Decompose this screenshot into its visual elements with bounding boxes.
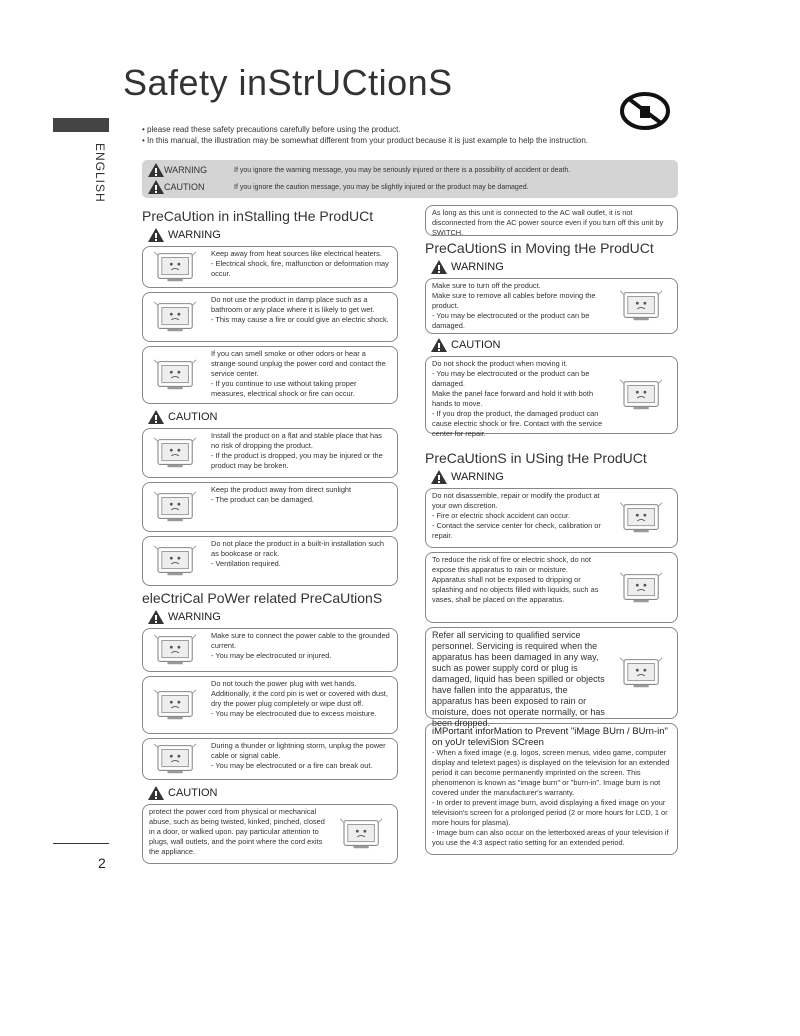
item-text: As long as this unit is connected to the AC wall outlet, it is not disconnected from the AC power source even if you turn off this unit by SWITCH.: [432, 208, 664, 237]
item-text: Make sure to remove all cables before moving the product.: [432, 291, 596, 310]
item-text: Keep the product away from direct sunlight: [211, 485, 352, 494]
precaution-item: [142, 738, 398, 780]
warning-icon: [148, 163, 164, 177]
item-note: - You may be electrocuted or injured.: [211, 651, 332, 660]
precaution-item: [142, 246, 398, 288]
item-text: During a thunder or lightning storm, unplug the power cable or signal cable.: [211, 741, 386, 760]
left-column: [142, 206, 398, 868]
section-heading: PreCaUtionS in USing tHe ProdUCt: [425, 450, 647, 466]
language-tab: ENGLISH: [93, 143, 107, 203]
legend-caution-label: CAUTION: [164, 182, 205, 192]
precaution-item: [142, 676, 398, 734]
item-text: To reduce the risk of fire or electric shock, do not expose this apparatus to rain or moisture.: [432, 555, 591, 574]
warning-label: WARNING: [168, 229, 221, 241]
power-cord-illustration-icon: [335, 815, 391, 853]
tv-illustration-icon: [149, 542, 205, 580]
item-text: Do not touch the power plug with wet hands. Additionally, it the cord pin is wet or covered with dust, dry the power plug completely or wipe dust off.: [211, 679, 388, 708]
precaution-item: [425, 552, 678, 623]
caution-icon: [148, 410, 164, 424]
tv-illustration-icon: [615, 499, 671, 537]
legend-caution-text: If you ignore the caution message, you may be slightly injured or the product may be damaged.: [234, 183, 529, 191]
language-tab-bar: [53, 118, 109, 132]
caution-label: CAUTION: [451, 339, 501, 351]
tv-illustration-icon: [149, 740, 205, 778]
item-text: Do not shock the product when moving it.: [432, 359, 568, 368]
precaution-item: [425, 278, 678, 334]
precaution-item: [142, 428, 398, 478]
item-note: - Contact the service center for check, calibration or repair.: [432, 521, 601, 540]
tv-illustration-icon: [149, 434, 205, 472]
item-text: Keep away from heat sources like electrical heaters.: [211, 249, 382, 258]
legend-warning-text: If you ignore the warning message, you may be seriously injured or there is a possibility of accident or death.: [234, 166, 571, 174]
item-note: - If you continue to use without taking proper measures, electrical shock or fire can occur.: [211, 379, 357, 398]
precaution-item: [425, 356, 678, 438]
warning-icon: [431, 260, 447, 274]
precaution-item: [425, 488, 678, 548]
item-note: - This may cause a fire or could give an electric shock.: [211, 315, 389, 324]
item-text: Install the product on a flat and stable place that has no risk of dropping the product.: [211, 431, 382, 450]
warning-icon: [431, 470, 447, 484]
image-burn-item: - When a fixed image (e.g. logos, screen menus, video game, computer display and teletext pages) is displayed on the television for an extended period it can become permanently imprinted on the screen. This phenomenon is known as "image burn" or "burn-in". Image burn is not covered under the manufacturer's warranty.: [432, 748, 670, 797]
caution-icon: [148, 786, 164, 800]
carrying-tv-illustration-icon: [615, 376, 671, 414]
caution-label: CAUTION: [168, 411, 218, 423]
image-burn-box: [425, 723, 678, 855]
item-note: - You may be electrocuted or the product can be damaged.: [432, 311, 590, 330]
tv-illustration-icon: [615, 654, 671, 692]
image-burn-item: - Image burn can also occur on the letterboxed areas of your television if you use the 4:3 aspect ratio setting for an extended period.: [432, 828, 669, 847]
item-text: Apparatus shall not be exposed to dripping or splashing and no objects filled with liquids, such as vases, shall be placed on the apparatus.: [432, 575, 599, 604]
item-note: - The product can be damaged.: [211, 495, 314, 504]
caution-label: CAUTION: [168, 787, 218, 799]
precaution-item: [142, 292, 398, 342]
image-burn-title: iMPortant inforMation to Prevent "iMage BUrn / BUrn-in" on yoUr televiSion SCreen: [432, 726, 668, 748]
intro: [142, 124, 652, 146]
item-text: Make sure to connect the power cable to the grounded current.: [211, 631, 390, 650]
precaution-item: [142, 628, 398, 672]
page-title: Safety inStrUCtionS: [123, 62, 453, 103]
intro-line: • In this manual, the illustration may be somewhat different from your product because it is just example to help the instruction.: [142, 136, 588, 145]
item-text: Make the panel face forward and hold it with both hands to move.: [432, 389, 594, 408]
divider: [53, 843, 109, 844]
tv-illustration-icon: [149, 686, 205, 724]
item-text: Make sure to turn off the product.: [432, 281, 541, 290]
warning-icon: [148, 610, 164, 624]
item-text: Refer all servicing to qualified service personnel. Servicing is required when the apparatus has been damaged in any way, such as power supply cord or plug is damaged, liquid has been spilled or objects have fallen into the apparatus, the apparatus has been exposed to rain or moisture, does not operate normally, or has been dropped.: [432, 630, 605, 728]
ac-note-box: [425, 205, 678, 236]
item-text: Do not disassemble, repair or modify the product at your own discretion.: [432, 491, 600, 510]
caution-icon: [148, 180, 164, 194]
item-text: protect the power cord from physical or mechanical abuse, such as being twisted, kinked, pinched, closed in a door, or walked upon. pay particular attention to plugs, wall outlets, and the point where the cord exits the appliance.: [149, 807, 325, 856]
item-text: If you can smell smoke or other odors or hear a strange sound unplug the power cord and contact the service center.: [211, 349, 386, 378]
item-note: - If the product is dropped, you may be injured or the product may be broken.: [211, 451, 383, 470]
image-burn-item: - In order to prevent image burn, avoid displaying a fixed image on your television's screen for a prolonged period (2 or more hours for LCD, 1 or more hours for plasma).: [432, 798, 668, 827]
precaution-item: [142, 804, 398, 864]
page-number: 2: [98, 855, 106, 871]
tv-illustration-icon: [615, 287, 671, 325]
item-text: Do not use the product in damp place such as a bathroom or any place where it is likely to get wet.: [211, 295, 375, 314]
warning-label: WARNING: [168, 611, 221, 623]
plug-illustration-icon: [149, 631, 205, 669]
item-note: - Ventilation required.: [211, 559, 281, 568]
precaution-item: [142, 536, 398, 586]
item-note: - You may be electrocuted or a fire can break out.: [211, 761, 373, 770]
intro-line: • please read these safety precautions carefully before using the product.: [142, 125, 401, 134]
legend-box: [142, 160, 678, 198]
section-heading: PreCaUtionS in Moving tHe ProdUCt: [425, 240, 654, 256]
tv-illustration-icon: [615, 569, 671, 607]
precaution-item: [142, 346, 398, 404]
warning-label: WARNING: [451, 471, 504, 483]
caution-icon: [431, 338, 447, 352]
warning-icon: [148, 228, 164, 242]
section-heading: PreCaUtion in inStalling tHe ProdUCt: [142, 208, 374, 224]
tv-illustration-icon: [149, 356, 205, 394]
warning-label: WARNING: [451, 261, 504, 273]
legend-warning-label: WARNING: [164, 165, 208, 175]
item-note: - You may be electrocuted or the product can be damaged.: [432, 369, 590, 388]
item-note: - Fire or electric shock accident can occur.: [432, 511, 571, 520]
item-note: - If you drop the product, the damaged product can cause electric shock or fire. Contact with the service center for repair.: [432, 409, 603, 438]
section-heading: eleCtriCal PoWer related PreCaUtionS: [142, 590, 383, 606]
item-note: - You may be electrocuted due to excess moisture.: [211, 709, 377, 718]
right-column: [425, 205, 678, 859]
precaution-item: [425, 627, 678, 728]
precaution-item: [142, 482, 398, 532]
item-note: - Electrical shock, fire, malfunction or deformation may occur.: [211, 259, 389, 278]
tv-illustration-icon: [149, 488, 205, 526]
item-text: Do not place the product in a built-in installation such as bookcase or rack.: [211, 539, 384, 558]
tv-illustration-icon: [149, 248, 205, 286]
tv-illustration-icon: [149, 298, 205, 336]
